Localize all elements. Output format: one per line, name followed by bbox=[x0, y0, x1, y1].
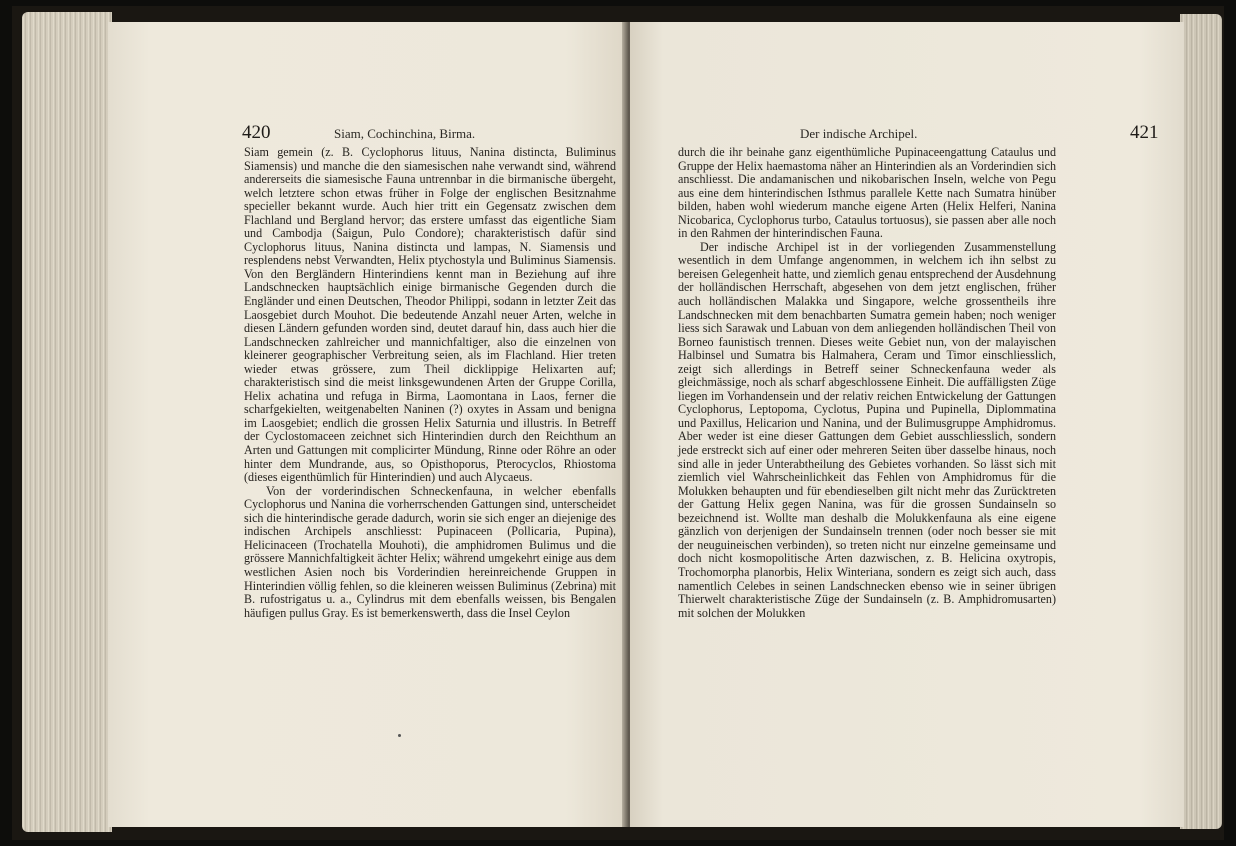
page-blemish bbox=[398, 734, 401, 737]
right-body-text bbox=[678, 146, 1056, 620]
running-head-left: Siam, Cochinchina, Birma. bbox=[334, 126, 476, 141]
left-body-text bbox=[244, 146, 616, 620]
right-page-edges bbox=[1180, 14, 1222, 829]
paragraph: Siam gemein (z. B. Cyclophorus lituus, Nanina distincta, Buliminus Siamensis) und manche die den siamesischen nahe verwandt sind, während andererseits die siamesische Fauna untrennbar in die birmanische übergeht, welch letztere schon etwas früher in Folge der englischen Besitznahme specieller bekannt wurde. Auch hier tritt ein Gegensatz zwischen dem Flachland und Bergland hervor; das erstere umfasst das eigentliche Siam und Cambodja (Saigun, Pulo Condore); charakteristisch dafür sind Cyclophorus lituus, Nanina distincta und lampas, N. Siamensis und resplendens nebst Verwandten, Helix ptychostyla und Buliminus Siamensis. Von den Bergländern Hinterindiens kennt man in Beziehung auf ihre Landschnecken hauptsächlich einige birmanische Gegenden durch die Engländer und einen Deutschen, Theodor Philippi, sodann in letzter Zeit das Laosgebiet durch Mouhot. Die bedeutende Anzahl neuer Arten, welche in diesen Ländern gefunden worden sind, deutet darauf hin, dass auch hier die Landschnecken zahlreicher und mannichfaltiger, also die einzelnen von kleinerer geographischer Verbreitung seien, als im Flachland. Hier treten wieder etwas grössere, zum Theil dicklippige Helixarten auf; charakteristisch sind die meist linksgewundenen Arten der Gruppe Corilla, Helix achatina und refuga in Birma, Laomontana in Laos, ferner die scharfgekielten, weitgenabelten Naninen (?) oxytes in Assam und benigna im Laosgebiet; endlich die grossen Helix Saturnia und illustris. In Betreff der Cyclostomaceen zeichnet sich Hinterindien durch den Reichthum an Arten und Gattungen mit complicirter Mündung, Rinne oder Röhre an oder hinter dem Mundrande, aus, so Opisthoporus, Pterocyclos, Rhiostoma (dieses eigenthümlich für Hinterindien) und auch Alycaeus. bbox=[244, 145, 616, 485]
paragraph: Von der vorderindischen Schneckenfauna, in welcher ebenfalls Cyclophorus und Nanina die vorherrschenden Gattungen sind, unterscheidet sich die hinterindische gerade dadurch, worin sie sich enger an diejenige des indischen Archipels anschliesst: Pupinaceen (Pollicaria, Pupina), Helicinaceen (Trochatella Mouhoti), die amphidromen Bulimus und die grössere Mannichfaltigkeit ächter Helix; während umgekehrt einige aus dem westlichen Asien noch bis Vorderindien hereinreichende Gruppen in Hinterindien völlig fehlen, so die kleineren weissen Buliminus (Zebrina) mit B. rufostrigatus u. a., Cylindrus mit dem ebenfalls weissen, bis Bengalen häufigen pullus Gray. Es ist bemerkenswerth, dass die Insel Ceylon bbox=[244, 483, 616, 620]
right-page bbox=[630, 22, 1184, 827]
left-page-edges bbox=[22, 12, 112, 832]
running-head-right: Der indische Archipel. bbox=[800, 126, 918, 141]
left-header bbox=[242, 122, 612, 144]
page-number-right: 421 bbox=[1130, 122, 1159, 143]
paragraph: Der indische Archipel ist in der vorliegenden Zusammenstellung wesentlich in dem Umfange angenommen, in welchem ich ihn selbst zu bereisen Gelegenheit hatte, und ziemlich genau entsprechend der Ausdehnung der holländischen Herrschaft, abgesehen von dem jetzt englischen, früher auch holländischen Malakka und Singapore, welche grossentheils ihre Landschnecken mit dem benachbarten Sumatra gemein haben; noch weniger liess sich Sarawak und Labuan von dem anliegenden holländischen Theil von Borneo faunistisch trennen. Dieses weite Gebiet nun, von der malayischen Halbinsel und Sumatra bis Halmahera, Ceram und Timor einschliesslich, zeigt sich allerdings in Betreff seiner Schneckenfauna weder als gleichmässige, noch als scharf abgeschlossene Einheit. Die auffälligsten Züge liegen im Vorhandensein und der relativ reichen Entwickelung der Gattungen Cyclophorus, Leptopoma, Cyclotus, Pupina und Pupinella, Diplommatina und Paxillus, Helicarion und Nanina, und der Bulimusgruppe Amphidromus. Aber weder ist eine dieser Gattungen dem Gebiet ausschliesslich, sondern jede erstreckt sich auf einer oder mehreren Seiten über dasselbe hinaus, noch sind alle in jeder Unterabtheilung des Gebietes vorhanden. So lässt sich mit ziemlich viel Wahrscheinlichkeit das Fehlen von Amphidromus für die Molukken behaupten und für ebendieselben gilt nicht mehr das Zurücktreten der Gattung Helix gegen Nanina, was für die grossen Sundainseln so bezeichnend ist. Wollte man deshalb die Molukkenfauna als eine eigene gänzlich von derjenigen der Sundainseln trennen (oder noch besser sie mit der neuguineischen verbinden), so treten nicht nur einzelne gemeinsame und doch nicht kosmopolitische Arten dazwischen, z. B. Helicina oxytropis, Trochomorpha planorbis, Helix Winteriana, sondern es zeigt sich auch, dass namentlich Celebes in seinen Landschnecken ebenso wie in seiner übrigen Thierwelt charakteristische Züge der Sundainseln (z. B. Amphidromusarten) mit solchen der Molukken bbox=[678, 239, 1056, 620]
left-page bbox=[108, 22, 628, 827]
paragraph: durch die ihr beinahe ganz eigenthümliche Pupinaceengattung Cataulus und Gruppe der Helix haemastoma näher an Hinterindien als an Vorderindien sich anschliesst. Die andamanischen und nikobarischen Inseln, welche von Pegu aus eine dem hinterindischen Isthmus parallele Kette nach Sumatra hinüber bilden, haben wohl wiederum manche eigene Arten (Helix Helferi, Nanina Nicobarica, Cyclophorus turbo, Cataulus tortuosus), sie passen aber alle noch in den Rahmen der hinterindischen Fauna. bbox=[678, 145, 1056, 241]
page-number-left: 420 bbox=[242, 122, 271, 143]
